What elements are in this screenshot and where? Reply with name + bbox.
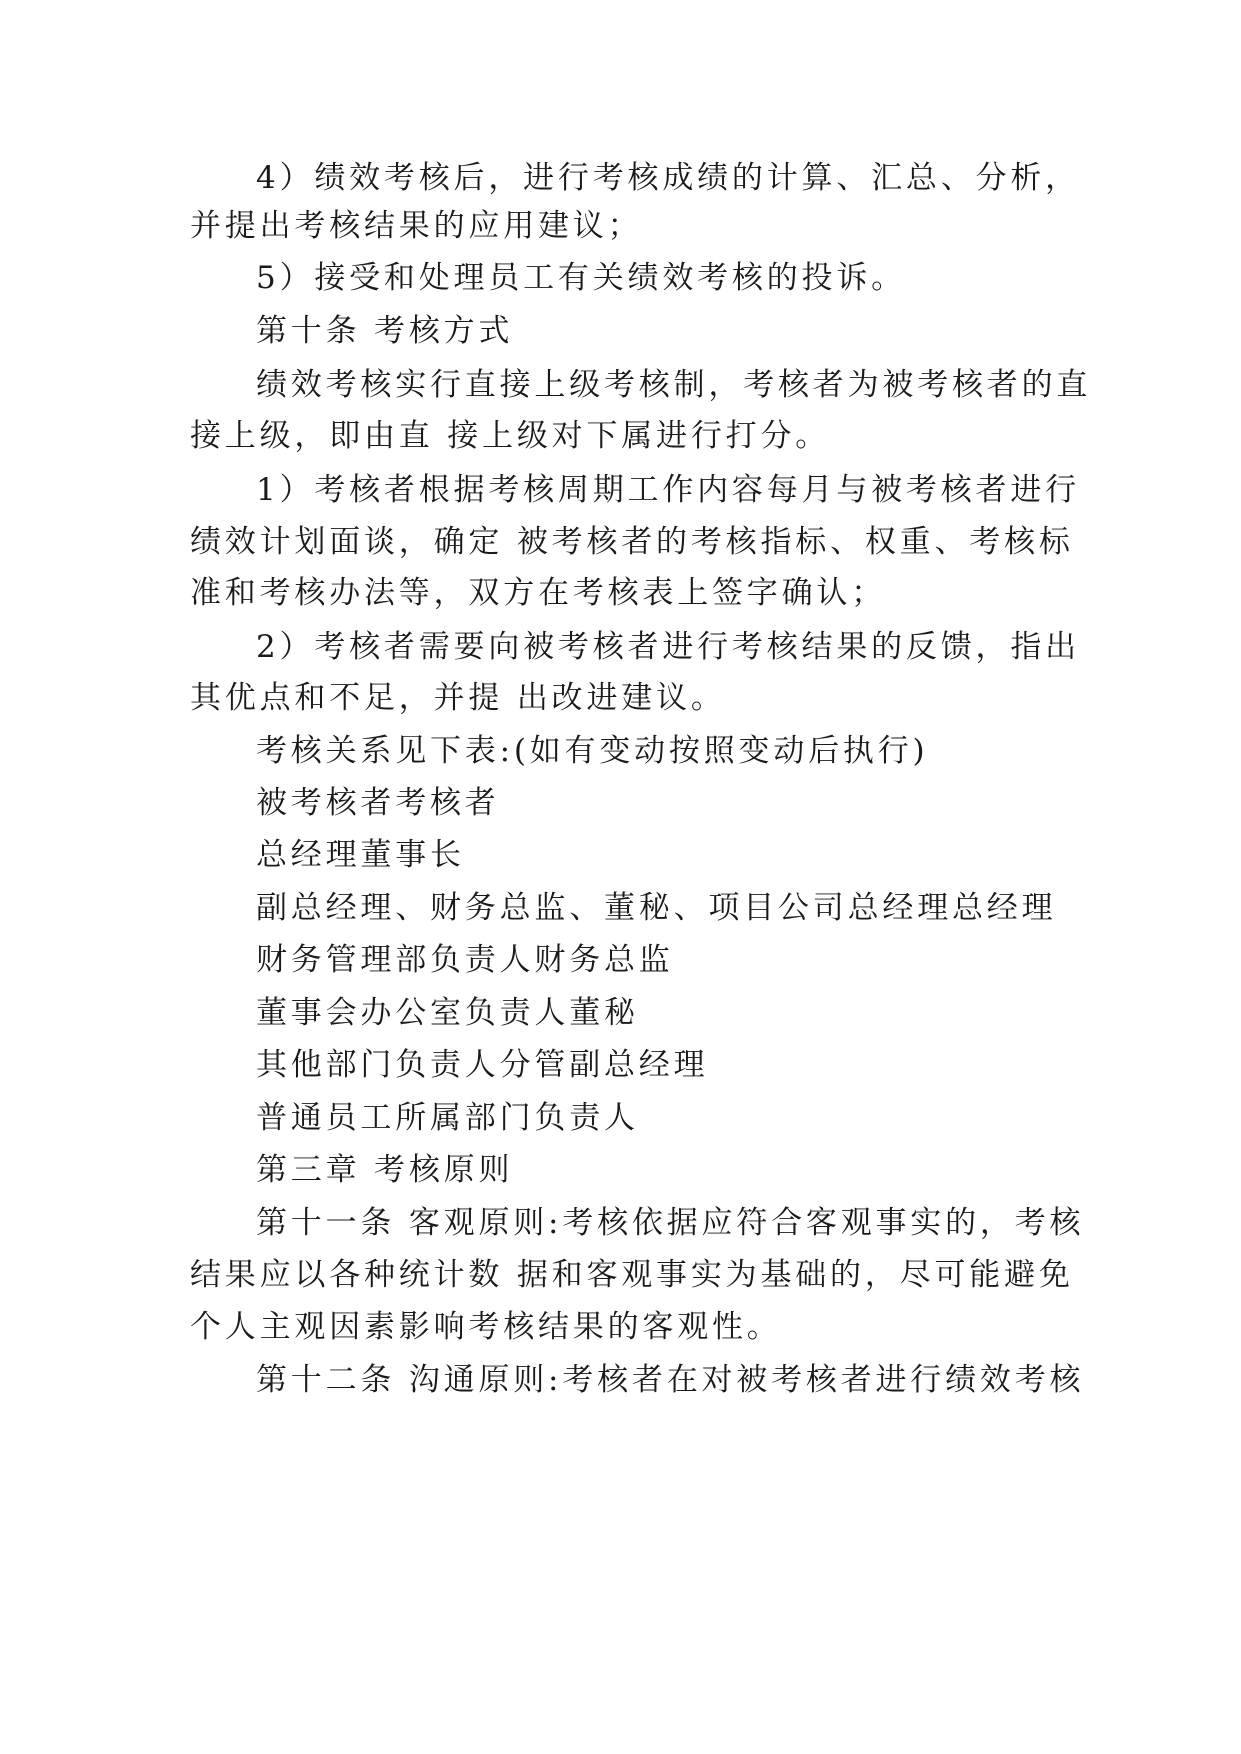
chapter-heading: 第三章 考核原则	[256, 1152, 514, 1188]
paragraph-line: 1）考核者根据考核周期工作内容每月与被考核者进行	[256, 472, 1080, 508]
paragraph-line: 绩效考核实行直接上级考核制，考核者为被考核者的直	[256, 367, 1092, 403]
paragraph-line: 2）考核者需要向被考核者进行考核结果的反馈，指出	[256, 629, 1080, 665]
paragraph-line: 4）绩效考核后，进行考核成绩的计算、汇总、分析，	[256, 160, 1080, 196]
table-row-line: 被考核者考核者	[256, 785, 500, 821]
paragraph-line: 5）接受和处理员工有关绩效考核的投诉。	[256, 260, 906, 296]
paragraph-line: 接上级，即由直 接上级对下属进行打分。	[190, 418, 831, 454]
paragraph-line: 第十一条 客观原则:考核依据应符合客观事实的，考核	[256, 1205, 1085, 1241]
paragraph-line: 绩效计划面谈，确定 被考核者的考核指标、权重、考核标	[190, 524, 1074, 560]
table-row-line: 总经理董事长	[256, 837, 465, 873]
table-row-line: 财务管理部负责人财务总监	[256, 942, 674, 978]
section-heading: 第十条 考核方式	[256, 313, 514, 349]
table-row-line: 其他部门负责人分管副总经理	[256, 1047, 709, 1083]
paragraph-line: 并提出考核结果的应用建议；	[190, 208, 643, 244]
table-row-line: 副总经理、财务总监、董秘、项目公司总经理总经理	[256, 890, 1057, 926]
table-row-line: 董事会办公室负责人董秘	[256, 995, 639, 1031]
table-row-line: 普通员工所属部门负责人	[256, 1100, 639, 1136]
paragraph-line: 个人主观因素影响考核结果的客观性。	[190, 1309, 782, 1345]
paragraph-line: 结果应以各种统计数 据和客观事实为基础的，尽可能避免	[190, 1257, 1074, 1293]
paragraph-line: 其优点和不足，并提 出改进建议。	[190, 680, 726, 716]
paragraph-line: 第十二条 沟通原则:考核者在对被考核者进行绩效考核	[256, 1362, 1085, 1398]
paragraph-line: 准和考核办法等，双方在考核表上签字确认；	[190, 575, 886, 611]
paragraph-line: 考核关系见下表:(如有变动按照变动后执行)	[256, 733, 929, 769]
